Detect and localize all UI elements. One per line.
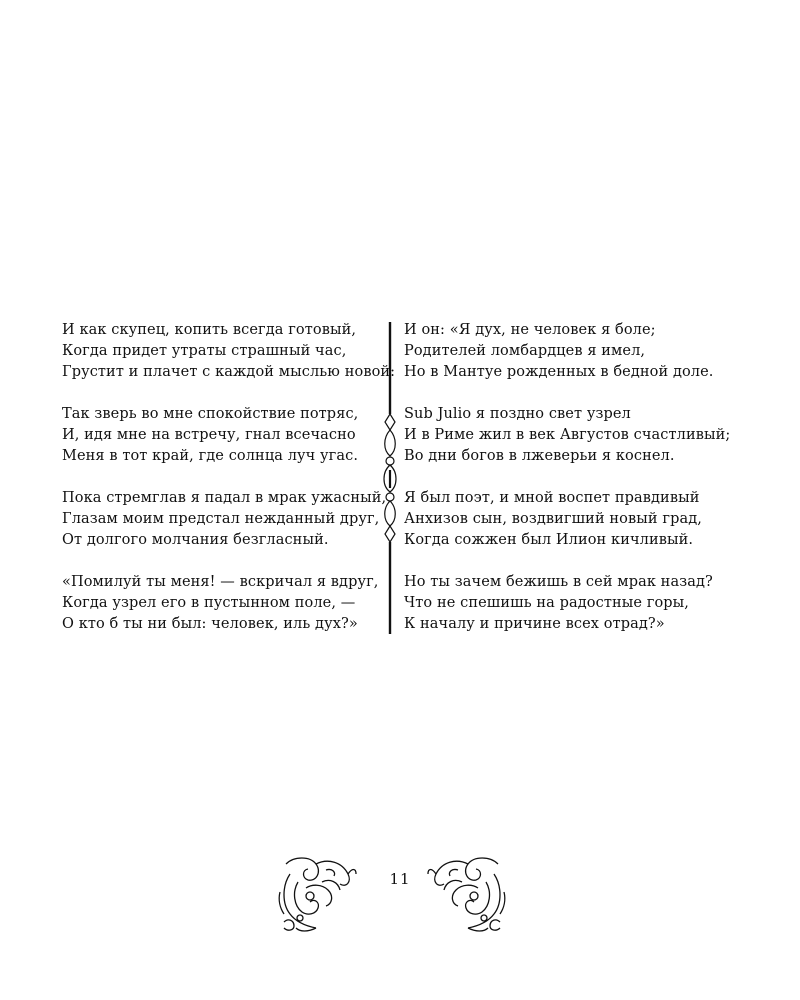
- verse-line: Когда сожжен был Илион кичливый.: [404, 532, 694, 548]
- baroque-scroll-ornament-icon: [276, 852, 358, 934]
- stanza: [62, 404, 380, 467]
- stanza: [404, 572, 794, 635]
- stanza: [62, 320, 396, 383]
- verse-line: Во дни богов в лжеверьи я коснел.: [404, 448, 675, 464]
- verse-line: И, идя мне на встречу, гнал всечасно: [62, 427, 356, 443]
- verse-line: От долгого молчания безгласный.: [62, 532, 329, 548]
- verse-line: Но ты зачем бежишь в сей мрак назад?: [404, 574, 713, 590]
- verse-line: И он: «Я дух, не человек я боле;: [404, 322, 656, 338]
- verse-line: Так зверь во мне спокойствие потряс,: [62, 406, 359, 422]
- verse-line: Анхизов сын, воздвигший новый град,: [404, 511, 702, 527]
- verse-line: Глазам моим предстал нежданный друг,: [62, 511, 380, 527]
- verse-line: Пока стремглав я падал в мрак ужасный,: [62, 490, 387, 506]
- verse-line: Что не спешишь на радостные горы,: [404, 595, 690, 611]
- stanza: [62, 488, 387, 551]
- verse-line: Я был поэт, и мной воспет правдивый: [404, 490, 700, 506]
- verse-line: Когда узрел его в пустынном поле, —: [62, 595, 356, 611]
- verse-line: О кто б ты ни был: человек, иль дух?»: [62, 616, 358, 632]
- verse-line: Грустит и плачет с каждой мыслью новой:: [62, 364, 396, 380]
- column-divider-icon: [378, 322, 402, 634]
- verse-line: Но в Мантуе рожденных в бедной доле.: [404, 364, 714, 380]
- stanza: [404, 320, 794, 383]
- verse-line: И как скупец, копить всегда готовый,: [62, 322, 357, 338]
- verse-line: Родителей ломбардцев я имел,: [404, 343, 646, 359]
- baroque-scroll-ornament-icon: [426, 852, 508, 934]
- verse-line: Меня в тот край, где солнца луч угас.: [62, 448, 359, 464]
- stanza: [404, 404, 794, 467]
- verse-line: Когда придет утраты страшный час,: [62, 343, 347, 359]
- stanza: [404, 488, 794, 551]
- verse-line: Sub Julio я поздно свет узрел: [404, 406, 631, 422]
- verse-line: И в Риме жил в век Августов счастливый;: [404, 427, 731, 443]
- verse-line: «Помилуй ты меня! — вскричал я вдруг,: [62, 574, 379, 590]
- stanza: [62, 572, 380, 635]
- right-column: [404, 320, 794, 635]
- left-column: [62, 320, 396, 635]
- page-number: 11: [389, 870, 411, 888]
- verse-line: К началу и причине всех отрад?»: [404, 616, 665, 632]
